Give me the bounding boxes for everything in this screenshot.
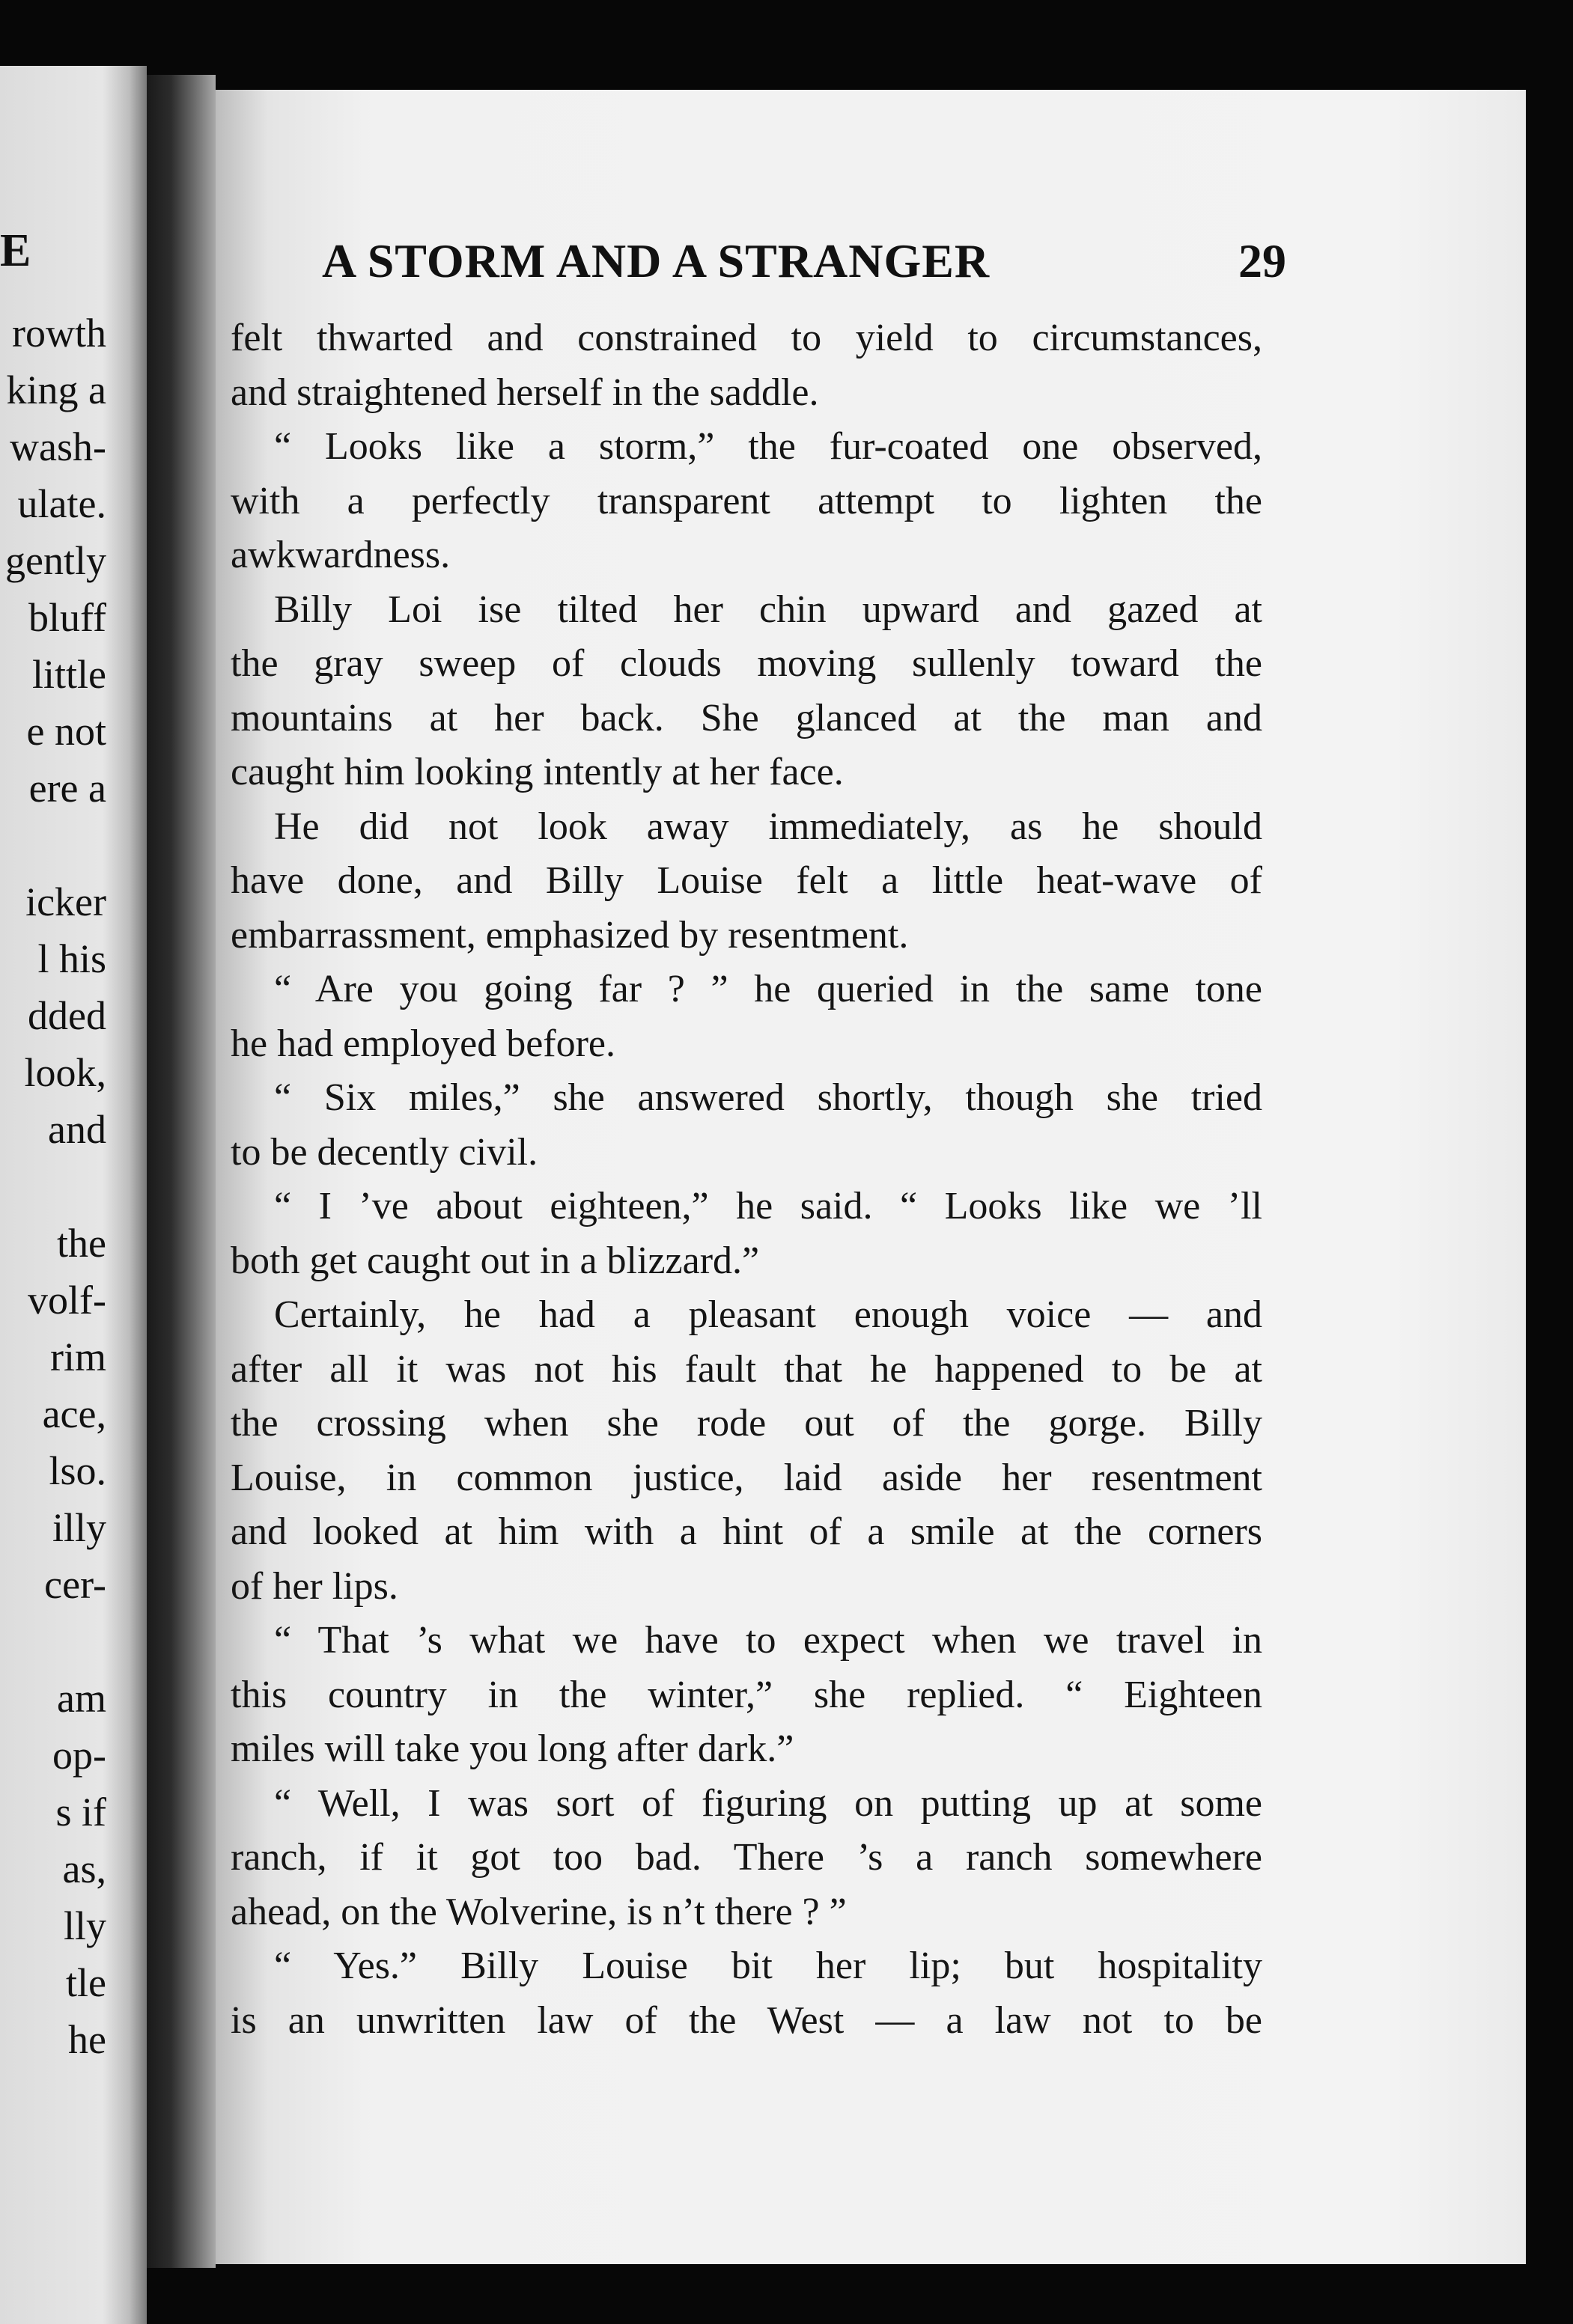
text-line: to be decently civil. [231,1130,538,1174]
previous-page-line: icker [25,879,106,924]
previous-page-line: ace, [42,1391,106,1436]
text-line: “ I ’ve about eighteen,” he said. “ Looks like we ’ll [274,1185,1262,1227]
previous-page-line: rowth [12,311,106,356]
text-line: Certainly, he had a pleasant enough voice — and [274,1293,1262,1336]
text-line: awkwardness. [231,534,451,576]
previous-page-line: ere a [28,766,106,811]
text-line: of her lips. [231,1564,398,1608]
text-line: felt thwarted and constrained to yield to circumstances, [231,317,1262,359]
previous-page-line: little [32,652,106,697]
text-line: “ Six miles,” she answered shortly, though she tried [274,1076,1262,1119]
previous-page-line: look, [24,1050,106,1095]
text-line: “ Are you going far ? ” he queried in the same tone [274,968,1262,1010]
text-line: He did not look away immediately, as he should [274,805,1262,848]
text-line: embarrassment, emphasized by resentment. [231,913,909,957]
previous-page-text-fragments [0,66,147,2324]
previous-page-line: rim [50,1335,106,1379]
text-line: “ Yes.” Billy Louise bit her lip; but hospitality [274,1945,1262,1987]
previous-page-line: volf- [28,1278,106,1323]
text-line: he had employed before. [231,1022,616,1065]
previous-page-line: lly [63,1903,106,1948]
previous-page-line: wash- [10,424,106,469]
book-gutter-shadow [147,75,216,2268]
previous-page-line: s if [55,1790,106,1835]
text-line: with a perfectly transparent attempt to lighten the [231,479,1262,522]
text-line: have done, and Billy Louise felt a little heat-wave of [231,859,1262,902]
previous-page-line: bluff [28,595,106,640]
text-line: caught him looking intently at her face. [231,751,844,793]
text-line: mountains at her back. She glanced at the man and [231,696,1262,739]
running-title: A STORM AND A STRANGER [322,234,991,287]
page-number: 29 [1238,234,1286,287]
previous-page-line: and [48,1107,106,1152]
text-line: and straightened herself in the saddle. [231,370,819,414]
running-head [322,234,1286,301]
previous-page-line: the [57,1221,106,1266]
previous-page-line: illy [52,1505,106,1550]
previous-page-line: lso. [49,1448,106,1493]
previous-page-line: am [57,1676,106,1721]
previous-page-heading-fragment: E [0,225,31,276]
text-line: Billy Loi ise tilted her chin upward and gazed at [274,588,1262,631]
text-line: “ That ’s what we have to expect when we travel in [274,1619,1262,1662]
previous-page-line: l his [37,936,106,981]
text-line: and looked at him with a hint of a smile at the corners [231,1510,1262,1553]
text-line: ranch, if it got too bad. There ’s a ranch somewhere [231,1836,1262,1879]
previous-page-line: king a [6,367,106,412]
text-line: miles will take you long after dark.” [231,1727,794,1770]
previous-page-line: ulate. [17,481,106,526]
book-page [216,90,1526,2264]
previous-page-edge [0,66,147,2324]
text-line: ahead, on the Wolverine, is n’t there ? ” [231,1890,847,1933]
text-line: “ Well, I was sort of figuring on putting up at some [274,1781,1262,1825]
previous-page-line: e not [26,709,106,754]
previous-page-line: op- [52,1733,106,1778]
previous-page-line: he [68,2017,106,2062]
previous-page-line: tle [66,1960,106,2005]
previous-page-line: cer- [44,1562,106,1607]
text-line: Louise, in common justice, laid aside her resentment [231,1456,1262,1499]
text-line: after all it was not his fault that he happened to be at [231,1347,1262,1391]
previous-page-line: dded [28,993,106,1038]
previous-page-line: as, [62,1846,106,1891]
previous-page-line: gently [5,538,106,583]
text-line: the crossing when she rode out of the gorge. Billy [231,1402,1262,1445]
text-line: “ Looks like a storm,” the fur-coated one observed, [274,425,1262,468]
body-text [231,311,1262,2048]
text-line: both get caught out in a blizzard.” [231,1239,760,1282]
text-line: is an unwritten law of the West — a law not to be [231,1998,1262,2042]
text-line: the gray sweep of clouds moving sullenly toward the [231,642,1262,685]
text-line: this country in the winter,” she replied. “ Eighteen [231,1673,1262,1716]
